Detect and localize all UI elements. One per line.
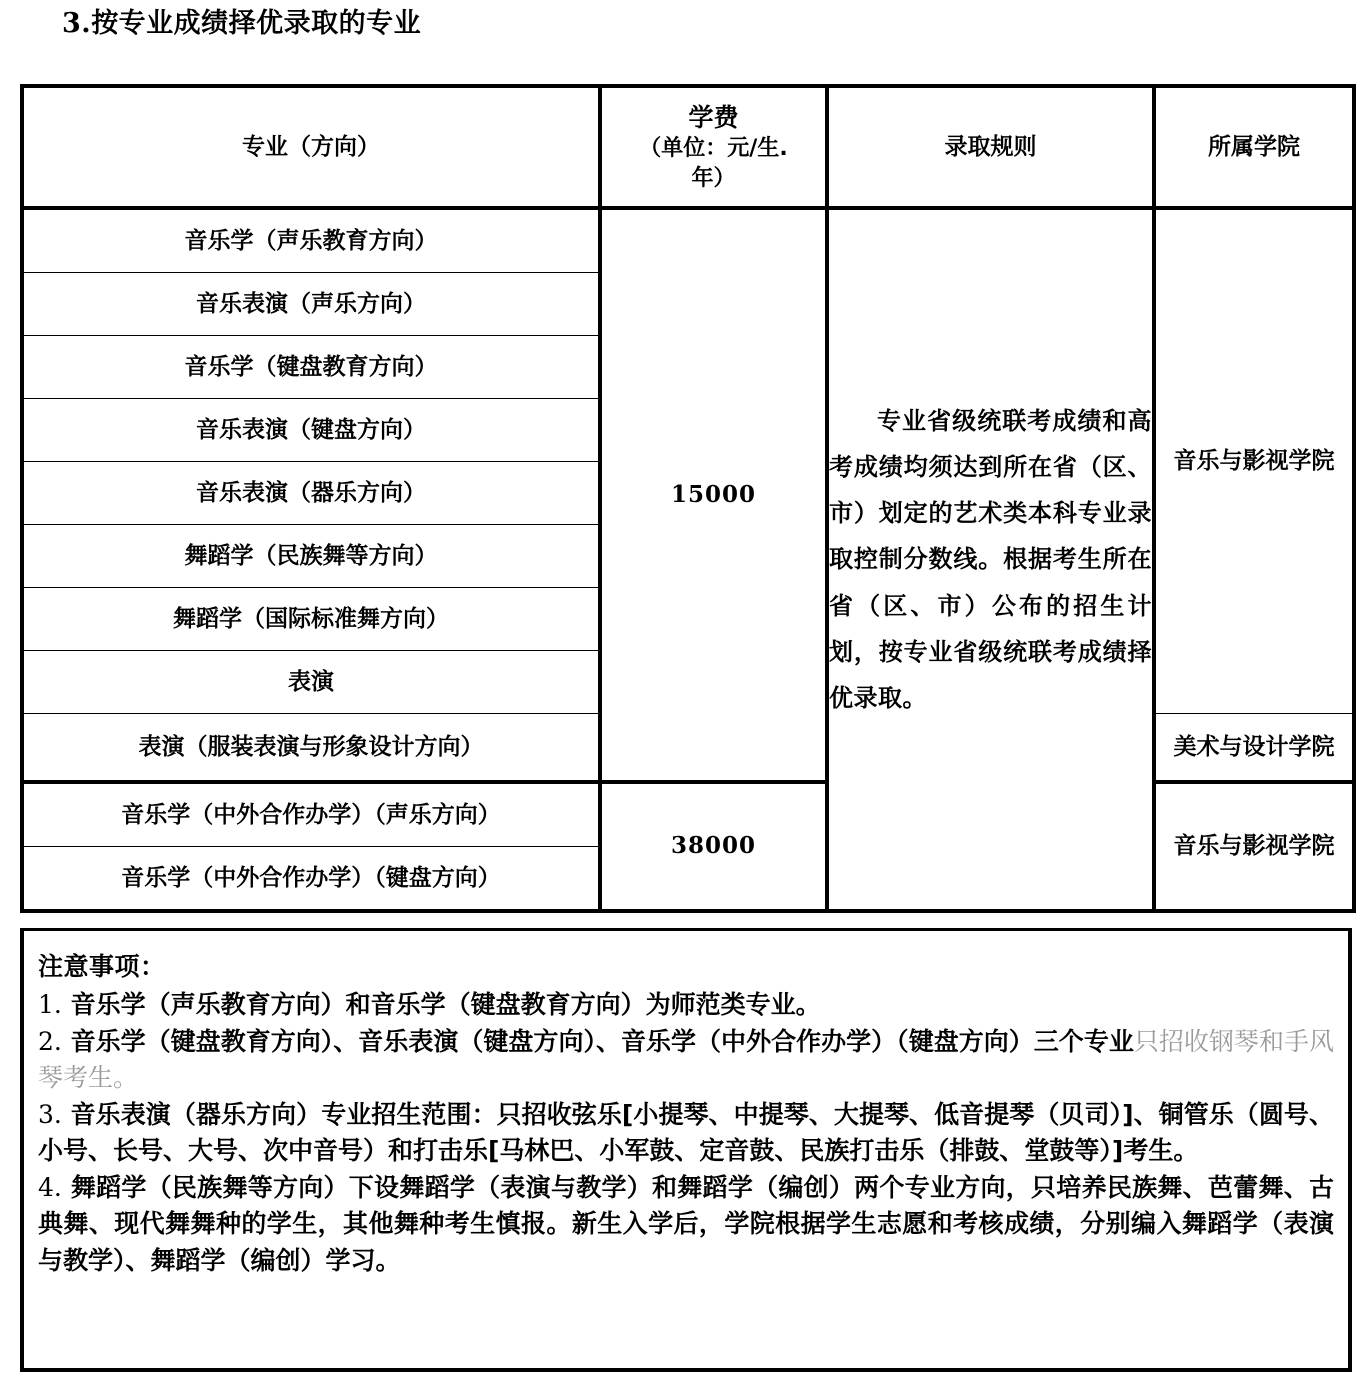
major-name: 表演（服装表演与形象设计方向） (22, 714, 600, 783)
header-fee-line2: （单位：元/生. (639, 136, 788, 162)
major-name: 音乐学（声乐教育方向） (22, 208, 600, 273)
admission-rule-cell (827, 208, 1154, 911)
fee-value-38000: 38000 (600, 782, 827, 911)
page-title (62, 6, 421, 41)
notes-title: 注意事项： (38, 952, 166, 981)
note-index: 2. (38, 1026, 62, 1056)
major-name: 舞蹈学（国际标准舞方向） (22, 588, 600, 651)
admission-rule-text: 专业省级统联考成绩和高考成绩均须达到所在省（区、市）划定的艺术类本科专业录取控制分数线。根据考生所在省（区、市）公布的招生计划，按专业省级统联考成绩择优录取。 (829, 407, 1152, 712)
section-number: 3. (62, 8, 92, 39)
header-fee-line1: 学费 (688, 103, 739, 133)
majors-table (20, 84, 1356, 913)
note-text: 音乐学（键盘教育方向）、音乐表演（键盘方向）、音乐学（中外合作办学）（键盘方向）三个专业 (70, 1026, 1134, 1056)
major-name: 舞蹈学（民族舞等方向） (22, 525, 600, 588)
major-name: 音乐表演（声乐方向） (22, 273, 600, 336)
note-item-2 (38, 1024, 1334, 1097)
table-header-row (22, 86, 1354, 208)
section-title-text: 按专业成绩择优录取的专业 (91, 8, 422, 39)
note-text: 音乐学（声乐教育方向）和音乐学（键盘教育方向）为师范类专业。 (70, 990, 821, 1019)
major-name: 音乐学（中外合作办学）（声乐方向） (22, 782, 600, 847)
note-index: 4. (38, 1172, 62, 1202)
header-fee-line3: 年） (691, 165, 736, 191)
header-rule: 录取规则 (827, 86, 1154, 208)
major-name: 音乐表演（键盘方向） (22, 399, 600, 462)
major-name: 表演 (22, 651, 600, 714)
fee-value-15000: 15000 (600, 208, 827, 782)
school-music-film: 音乐与影视学院 (1154, 208, 1354, 714)
note-item-3 (38, 1097, 1334, 1170)
table-row (22, 208, 1354, 273)
header-fee (600, 86, 827, 208)
notes-box (20, 928, 1352, 1372)
table-row (22, 782, 1354, 847)
header-major: 专业（方向） (22, 86, 600, 208)
note-text: 舞蹈学（民族舞等方向）下设舞蹈学（表演与教学）和舞蹈学（编创）两个专业方向，只培养民族舞、芭蕾舞、古典舞、现代舞舞种的学生，其他舞种考生慎报。新生入学后，学院根据学生志愿和考核成绩，分别编入舞蹈学（表演与教学）、舞蹈学（编创）学习。 (38, 1172, 1334, 1275)
major-name: 音乐表演（器乐方向） (22, 462, 600, 525)
school-art-design: 美术与设计学院 (1154, 714, 1354, 783)
note-continuation: 只招收钢琴和手风琴考生。 (38, 1026, 1334, 1092)
major-name: 音乐学（键盘教育方向） (22, 336, 600, 399)
note-index: 1. (38, 990, 62, 1019)
note-item-4 (38, 1170, 1334, 1280)
majors-table-container (20, 84, 1352, 913)
note-text: 音乐表演（器乐方向）专业招生范围：只招收弦乐[小提琴、中提琴、大提琴、低音提琴（贝司）]、铜管乐（圆号、小号、长号、大号、次中音号）和打击乐[马林巴、小军鼓、定音鼓、民族打击乐（排鼓、堂鼓等）]考生。 (38, 1099, 1334, 1165)
note-item-1 (38, 987, 1334, 1024)
school-music-film-2: 音乐与影视学院 (1154, 782, 1354, 911)
note-index: 3. (38, 1099, 62, 1129)
header-school: 所属学院 (1154, 86, 1354, 208)
major-name: 音乐学（中外合作办学）（键盘方向） (22, 847, 600, 912)
